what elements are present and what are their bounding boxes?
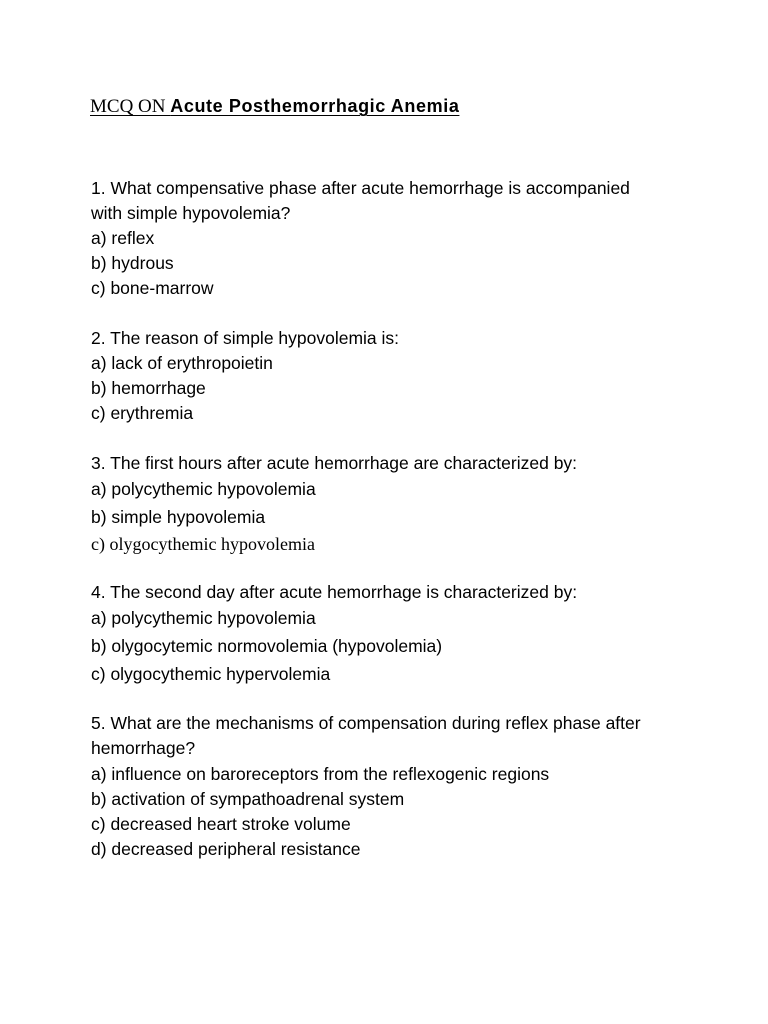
- document-title: [90, 96, 459, 118]
- title-main: Acute Posthemorrhagic Anemia: [170, 96, 460, 116]
- question-5-option-b: b) activation of sympathoadrenal system: [91, 789, 405, 809]
- question-5-option-c: c) decreased heart stroke volume: [91, 814, 351, 834]
- question-3-text: 3. The first hours after acute hemorrhage are characterized by:: [91, 453, 578, 473]
- question-1-option-b: b) hydrous: [91, 253, 174, 273]
- title-prefix: MCQ ON: [90, 96, 171, 117]
- question-4-option-c: c) olygocythemic hypervolemia: [91, 664, 331, 684]
- question-3-option-c: c) olygocythemic hypovolemia: [91, 534, 315, 554]
- question-2-text: 2. The reason of simple hypovolemia is:: [91, 328, 400, 348]
- question-1-option-a: a) reflex: [91, 228, 155, 248]
- question-5-option-d: d) decreased peripheral resistance: [91, 839, 361, 859]
- question-2-option-a: a) lack of erythropoietin: [91, 353, 273, 373]
- question-4-option-a: a) polycythemic hypovolemia: [91, 608, 316, 628]
- question-2-option-c: c) erythremia: [91, 403, 194, 423]
- question-2-option-b: b) hemorrhage: [91, 378, 206, 398]
- question-3-option-b: b) simple hypovolemia: [91, 507, 266, 527]
- question-5-option-a: a) influence on baroreceptors from the reflexogenic regions: [91, 764, 550, 784]
- question-1-text-line-1: 1. What compensative phase after acute hemorrhage is accompanied: [91, 178, 630, 198]
- question-5-text-line-2: hemorrhage?: [91, 738, 196, 758]
- question-4-text: 4. The second day after acute hemorrhage is characterized by:: [91, 582, 578, 602]
- question-1-option-c: c) bone-marrow: [91, 278, 214, 298]
- question-5-text-line-1: 5. What are the mechanisms of compensation during reflex phase after: [91, 713, 641, 733]
- question-1-text-line-2: with simple hypovolemia?: [91, 203, 291, 223]
- question-3-option-a: a) polycythemic hypovolemia: [91, 479, 316, 499]
- question-4-option-b: b) olygocytemic normovolemia (hypovolemia): [91, 636, 443, 656]
